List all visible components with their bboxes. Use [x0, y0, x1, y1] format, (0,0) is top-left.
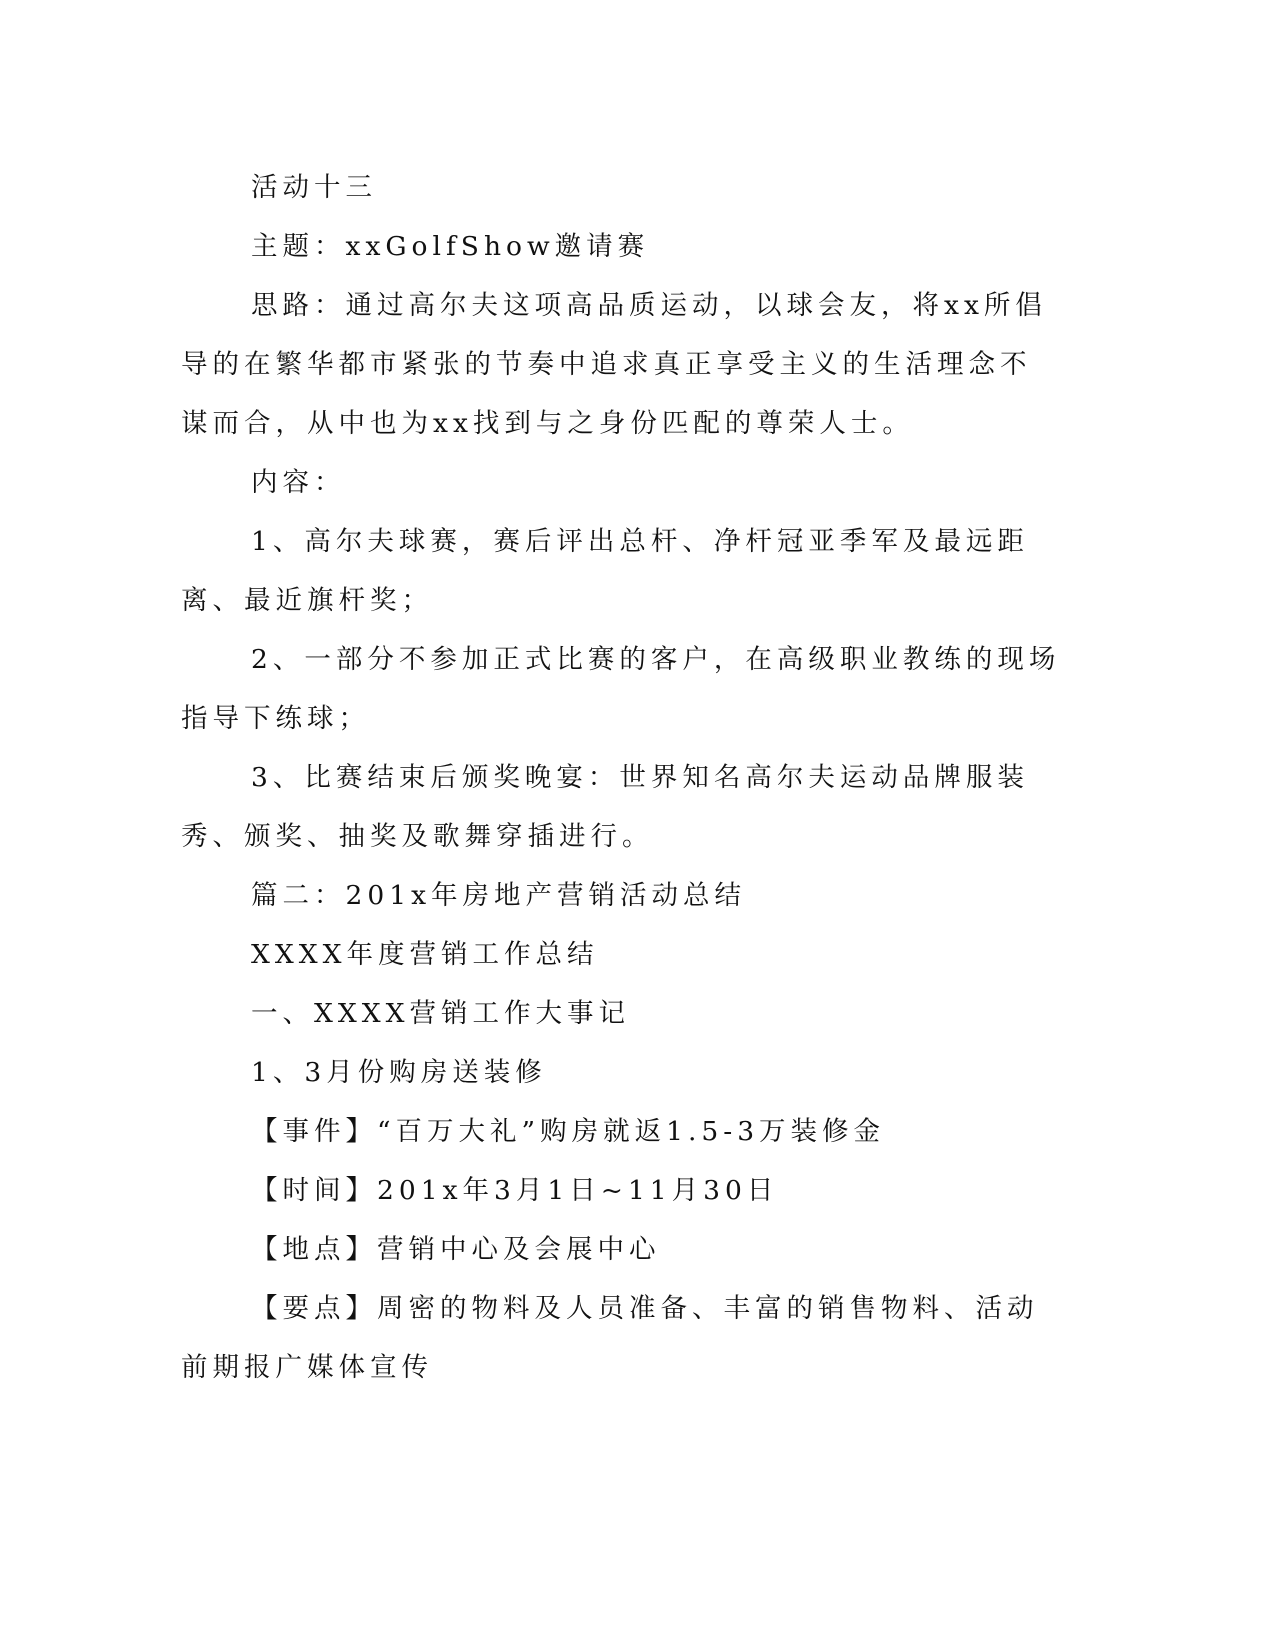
chapter-two-heading: 篇二：201x年房地产营销活动总结: [251, 880, 747, 911]
content-item-3: 3、比赛结束后颁奖晚宴：世界知名高尔夫运动品牌服装秀、颁奖、抽奖及歌舞穿插进行。: [181, 762, 1029, 852]
theme-line: 主题：xxGolfShow邀请赛: [251, 231, 650, 262]
event-detail-location: 【地点】营销中心及会展中心: [251, 1234, 661, 1265]
content-item-1: 1、高尔夫球赛，赛后评出总杆、净杆冠亚季军及最远距离、最近旗杆奖；: [181, 526, 1029, 616]
event-detail-event: 【事件】“百万大礼”购房就返1.5-3万装修金: [251, 1116, 886, 1147]
event-detail-time: 【时间】201x年3月1日~11月30日: [251, 1175, 779, 1206]
event-1-heading: 1、3月份购房送装修: [251, 1057, 547, 1088]
annual-summary-title: XXXX年度营销工作总结: [251, 939, 599, 970]
content-item-2: 2、一部分不参加正式比赛的客户，在高级职业教练的现场指导下练球；: [181, 644, 1061, 734]
event-detail-key-points: 【要点】周密的物料及人员准备、丰富的销售物料、活动前期报广媒体宣传: [181, 1293, 1039, 1383]
section-heading-activity-13: 活动十三: [251, 172, 377, 203]
document-body: [181, 158, 1061, 1397]
idea-paragraph: 思路：通过高尔夫这项高品质运动，以球会友，将xx所倡导的在繁华都市紧张的节奏中追求真正享受主义的生活理念不谋而合，从中也为xx找到与之身份匹配的尊荣人士。: [181, 290, 1047, 439]
section-one-heading: 一、XXXX营销工作大事记: [251, 998, 630, 1029]
content-label: 内容：: [251, 467, 346, 498]
